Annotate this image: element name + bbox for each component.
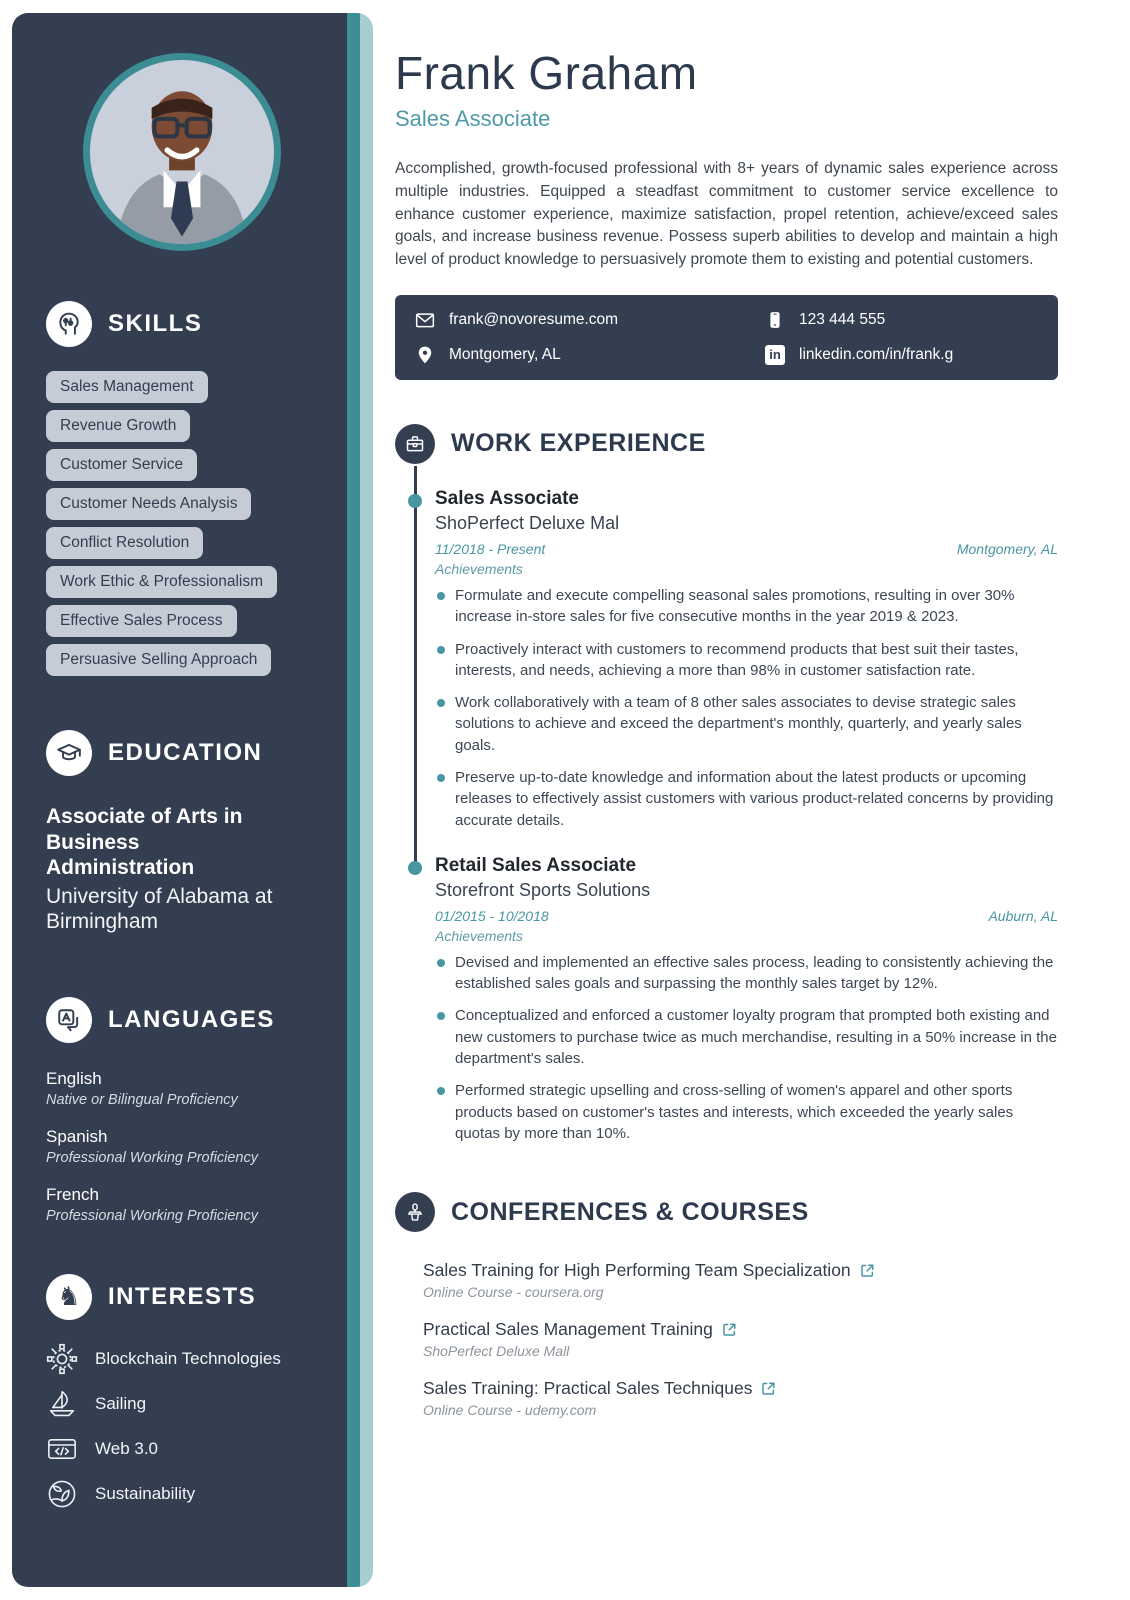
job-location: Auburn, AL	[988, 907, 1058, 924]
profile-summary: Accomplished, growth-focused professional with 8+ years of dynamic sales experience across multiple industries. Equipped a steadfast commitment to customer service excellence to enhance customer experience, maximize satisfaction, propel retention, achieve/exceed sales goals, and increase business revenue. Possess superb abilities to develop and maintain a high level of product knowledge to persuasively promote them to existing and potential customers.	[395, 160, 1058, 269]
job-role: Retail Sales Associate	[435, 854, 637, 876]
language-item	[46, 1069, 317, 1108]
phone-icon	[765, 310, 785, 330]
skill-pill: Persuasive Selling Approach	[46, 644, 271, 676]
timeline-dot	[408, 861, 422, 875]
courses-title: CONFERENCES & COURSES	[451, 1197, 809, 1226]
achievement-item: Preserve up-to-date knowledge and information about the latest products or upcoming releases to effectively assist customers with various product-related concerns by providing accurate details.	[435, 767, 1058, 831]
sidebar-panel	[12, 13, 347, 1587]
contact-bar	[395, 295, 1058, 380]
work-experience-title: WORK EXPERIENCE	[451, 429, 706, 458]
skills-head-icon	[46, 301, 92, 347]
sidebar-accent-stripe-light	[360, 13, 373, 1587]
timeline-line	[414, 466, 417, 866]
contact-location-text: Montgomery, AL	[449, 345, 561, 363]
contact-email-text: frank@novoresume.com	[449, 310, 619, 328]
language-level: Professional Working Proficiency	[46, 1208, 258, 1225]
job-company: ShoPerfect Deluxe Mal	[435, 512, 620, 533]
timeline-dot	[408, 494, 422, 508]
languages-section-header	[46, 997, 317, 1043]
location-pin-icon	[415, 345, 435, 365]
job-list	[395, 488, 1058, 1144]
external-link-icon[interactable]	[722, 1322, 737, 1337]
course-list	[395, 1260, 1058, 1418]
skills-list	[46, 371, 317, 676]
skills-section-header	[46, 301, 317, 347]
language-name: French	[46, 1185, 99, 1205]
job-role: Sales Associate	[435, 487, 579, 509]
skill-pill: Sales Management	[46, 371, 208, 403]
graduation-cap-icon	[46, 730, 92, 776]
language-item	[46, 1127, 317, 1166]
achievement-list	[435, 952, 1058, 1144]
interest-label: Blockchain Technologies	[95, 1349, 281, 1369]
job-dates: 01/2015 - 10/2018	[435, 907, 549, 924]
language-level: Professional Working Proficiency	[46, 1150, 258, 1167]
main-column	[373, 13, 1130, 1587]
person-job-title: Sales Associate	[395, 106, 551, 131]
interests-list	[46, 1344, 317, 1509]
achievement-list	[435, 585, 1058, 831]
courses-header	[395, 1192, 1058, 1232]
achievement-item: Work collaboratively with a team of 8 other sales associates to devise strategic sales solutions to achieve and exceed the department's monthly, quarterly, and yearly sales goals.	[435, 692, 1058, 756]
languages-title: LANGUAGES	[108, 1006, 275, 1034]
external-link-icon[interactable]	[761, 1381, 776, 1396]
language-name: English	[46, 1069, 102, 1089]
language-level: Native or Bilingual Proficiency	[46, 1092, 238, 1109]
skills-title: SKILLS	[108, 310, 203, 337]
course-item	[423, 1378, 1058, 1418]
achievement-item: Performed strategic upselling and cross-selling of women's apparel and other sports products based on customer's tastes and interests, which exceeded the yearly sales quotas by more than 10%.	[435, 1080, 1058, 1144]
briefcase-icon	[395, 424, 435, 464]
interests-title: INTERESTS	[108, 1283, 257, 1311]
interests-section-header	[46, 1274, 317, 1320]
chess-knight-icon: ♞	[46, 1274, 92, 1320]
languages-list	[46, 1069, 317, 1224]
contact-linkedin[interactable]	[765, 345, 1038, 365]
course-source: Online Course - coursera.org	[423, 1284, 604, 1301]
job-dates: 11/2018 - Present	[435, 540, 546, 557]
education-title: EDUCATION	[108, 739, 263, 766]
person-name: Frank Graham	[395, 47, 698, 99]
work-experience-section	[395, 424, 1058, 1144]
envelope-icon	[415, 310, 435, 330]
interest-item	[46, 1389, 317, 1419]
contact-location[interactable]	[415, 345, 765, 365]
profile-photo-illustration	[90, 60, 274, 244]
interest-item	[46, 1344, 317, 1374]
course-name-text: Sales Training: Practical Sales Techniques	[423, 1378, 753, 1399]
work-experience-header	[395, 424, 1058, 464]
skill-pill: Work Ethic & Professionalism	[46, 566, 277, 598]
skill-pill: Effective Sales Process	[46, 605, 237, 637]
courses-section	[395, 1192, 1058, 1418]
job-date-row	[435, 541, 1058, 557]
contact-linkedin-text: linkedin.com/in/frank.g	[799, 345, 954, 363]
profile-photo	[83, 53, 281, 251]
achievement-item: Proactively interact with customers to recommend products that best suit their tastes, interests, and needs, achieving a more than 98% in customer satisfaction rate.	[435, 639, 1058, 682]
course-name-text: Sales Training for High Performing Team Specialization	[423, 1260, 851, 1281]
contact-phone-text: 123 444 555	[799, 310, 886, 328]
job-company: Storefront Sports Solutions	[435, 879, 651, 900]
sidebar-accent-stripe-dark	[347, 13, 360, 1587]
language-name: Spanish	[46, 1127, 108, 1147]
podium-icon	[395, 1192, 435, 1232]
job-entry	[395, 855, 1058, 1144]
course-name-text: Practical Sales Management Training	[423, 1319, 713, 1340]
interest-item	[46, 1434, 317, 1464]
sustainability-globe-icon	[46, 1478, 78, 1510]
job-location: Montgomery, AL	[956, 540, 1058, 557]
translate-icon	[46, 997, 92, 1043]
interest-label: Sailing	[95, 1394, 147, 1414]
course-source: Online Course - udemy.com	[423, 1402, 597, 1419]
skill-pill: Conflict Resolution	[46, 527, 203, 559]
education-section-header	[46, 730, 317, 776]
interest-label: Sustainability	[95, 1484, 196, 1504]
language-item	[46, 1185, 317, 1224]
education-school: University of Alabama at Birmingham	[46, 884, 273, 934]
course-source: ShoPerfect Deluxe Mall	[423, 1343, 570, 1360]
achievement-item: Formulate and execute compelling seasonal sales promotions, resulting in over 30% increase in-store sales for five consecutive months in the year 2019 & 2023.	[435, 585, 1058, 628]
skill-pill: Customer Service	[46, 449, 197, 481]
course-item	[423, 1319, 1058, 1359]
achievement-item: Conceptualized and enforced a customer loyalty program that prompted both existing and new customers to purchase twice as much merchandise, resulting in a 50% increase in the department's sales.	[435, 1005, 1058, 1069]
achievements-label: Achievements	[435, 927, 523, 944]
job-date-row	[435, 908, 1058, 924]
skill-pill: Customer Needs Analysis	[46, 488, 251, 520]
contact-phone[interactable]	[765, 310, 1038, 330]
sidebar	[12, 13, 373, 1587]
achievement-item: Devised and implemented an effective sales process, leading to consistently achieving the established sales goals and surpassing the monthly sales target by 12%.	[435, 952, 1058, 995]
education-degree: Associate of Arts in Business Administration	[46, 805, 243, 880]
web3-browser-icon	[46, 1433, 78, 1465]
course-item	[423, 1260, 1058, 1300]
contact-email[interactable]	[415, 310, 765, 330]
achievements-label: Achievements	[435, 560, 523, 577]
job-entry	[395, 488, 1058, 831]
blockchain-icon	[46, 1343, 78, 1375]
external-link-icon[interactable]	[860, 1263, 875, 1278]
linkedin-icon: in	[765, 345, 785, 365]
skill-pill: Revenue Growth	[46, 410, 190, 442]
interest-item	[46, 1479, 317, 1509]
interest-label: Web 3.0	[95, 1439, 159, 1459]
sailboat-icon	[46, 1388, 78, 1420]
